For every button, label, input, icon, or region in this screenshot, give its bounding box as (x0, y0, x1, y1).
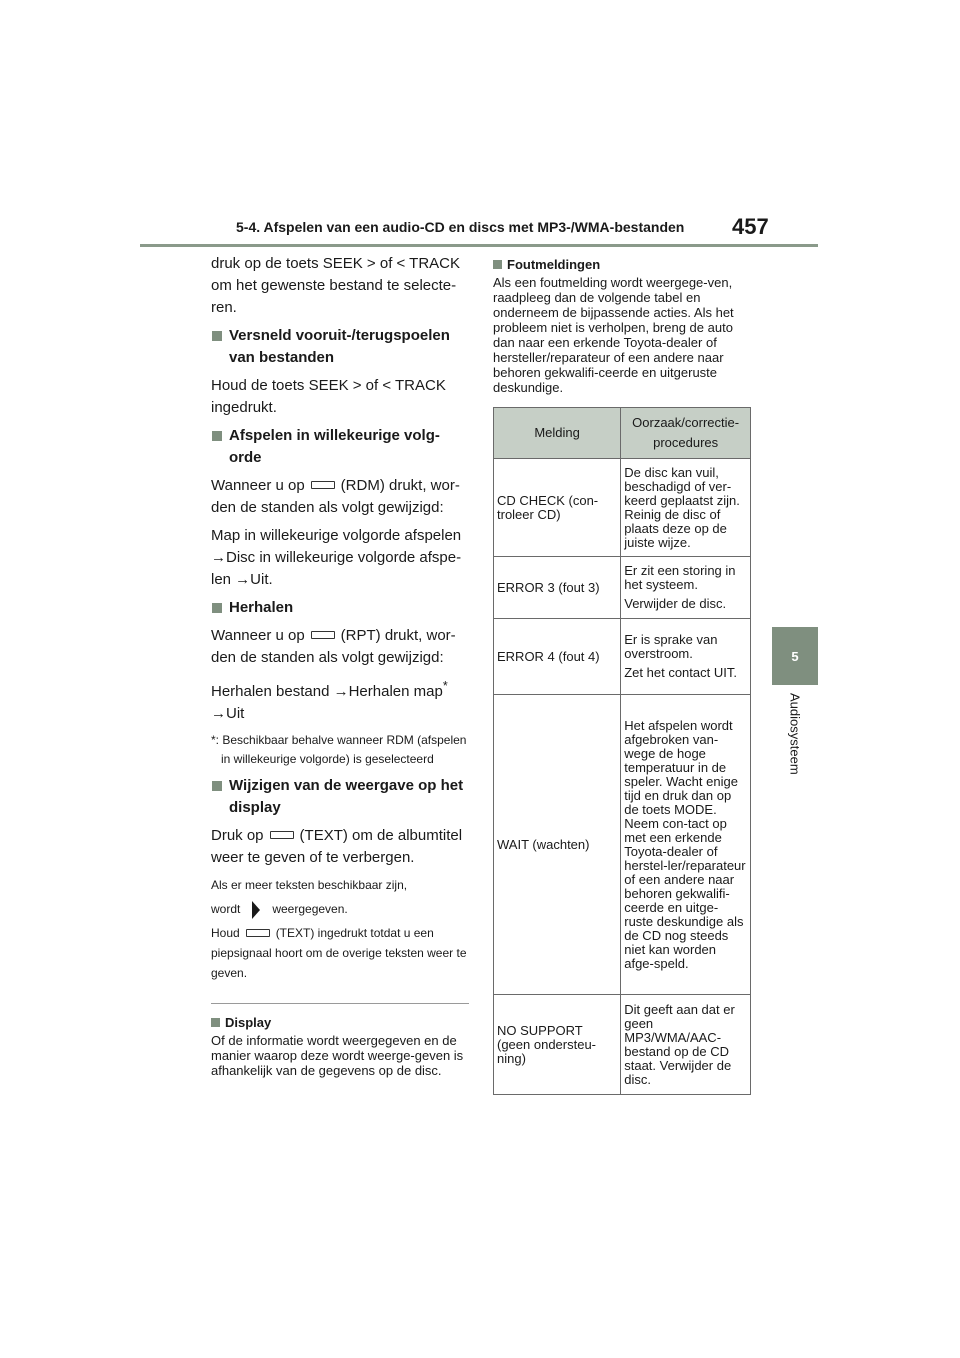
table-row (494, 695, 751, 995)
paragraph-random: Wanneer u op (RDM) drukt, wor-den de standen als volgt gewijzigd: (211, 477, 460, 516)
chapter-label (772, 693, 818, 793)
paragraph-random-sequence: Map in willekeurige volgorde afspelen →Disc in willekeurige volgorde afspe-len →Uit. (211, 527, 462, 588)
rpt-button-icon (311, 631, 335, 639)
left-column (211, 253, 469, 1078)
table-row (494, 619, 751, 695)
footnote-marker: * (442, 679, 448, 693)
table-row (494, 459, 751, 557)
cell-message: ERROR 3 (fout 3) (494, 557, 621, 619)
table-row (494, 995, 751, 1095)
note-more-text: Als er meer teksten beschikbaar zijn, (211, 878, 408, 892)
heading-repeat: Herhalen (211, 597, 469, 619)
chevron-right-icon (252, 901, 260, 919)
paragraph-error-messages: Als een foutmelding wordt weergege-ven, raadpleeg dan de volgende tabel en onderneem de bijpassende acties. Als het probleem niet is verholpen, breng de auto dan naar een erkende Toyota-dealer of hersteller/reparateur of een andere naar behoren gekwalifi-ceerde en uitgeruste deskundige. (493, 275, 734, 395)
paragraph-repeat-sequence: Herhalen bestand →Herhalen map* (211, 679, 448, 700)
cell-message: CD CHECK (con-troleer CD) (494, 459, 621, 557)
table-header-row (494, 408, 751, 459)
rdm-button-icon (311, 481, 335, 489)
section-divider (211, 1003, 469, 1004)
note-paragraph-display: Of de informatie wordt weergegeven en de manier waarop deze wordt weerge-geven is afhankelijk van de gegevens op de disc. (211, 1033, 464, 1078)
cell-cause: Er is sprake van overstroom. Zet het contact UIT. (621, 619, 751, 695)
cell-message: NO SUPPORT (geen ondersteu-ning) (494, 995, 621, 1095)
text-button-icon-2 (246, 929, 270, 937)
cell-cause: De disc kan vuil, beschadigd of ver-keerd geplaatst zijn. Reinig de disc of plaats deze op de juiste wijze. (621, 459, 751, 557)
heading-random: Afspelen in willekeurige volg-orde (211, 425, 469, 469)
page-number: 457 (732, 214, 769, 239)
intro-paragraph: druk op de toets SEEK > of < TRACK om het gewenste bestand te selecte-ren. (211, 255, 461, 316)
paragraph-fast-forward: Houd de toets SEEK > of < TRACK ingedrukt. (211, 377, 446, 416)
paragraph-display-change: Druk op (TEXT) om de albumtitel weer te geven of te verbergen. (211, 827, 463, 866)
chapter-number: 5 (791, 648, 799, 664)
cell-message: ERROR 4 (fout 4) (494, 619, 621, 695)
note-heading-display: Display (211, 1014, 469, 1031)
footnote: *: Beschikbaar behalve wanneer RDM (afspelen in willekeurige volgorde) is geselecteerd (211, 733, 467, 766)
text-button-icon (270, 831, 294, 839)
cell-cause: Dit geeft aan dat er geen MP3/WMA/AAC-bestand op de CD staat. Verwijder de disc. (621, 995, 751, 1095)
cell-cause: Er zit een storing in het systeem. Verwijder de disc. (621, 557, 751, 619)
header-divider (140, 244, 818, 247)
note-indicator: wordt weergegeven. (211, 899, 469, 919)
section-title: 5-4. Afspelen van een audio-CD en discs met MP3-/WMA-bestanden (236, 219, 685, 235)
error-table (493, 407, 751, 1095)
cell-message: WAIT (wachten) (494, 695, 621, 995)
table-row (494, 557, 751, 619)
column-header-message: Melding (494, 408, 621, 459)
heading-display-change: Wijzigen van de weergave op het display (211, 775, 469, 819)
paragraph-repeat: Wanneer u op (RPT) drukt, wor-den de standen als volgt gewijzigd: (211, 627, 456, 666)
chapter-label-text: Audiosysteem (787, 693, 803, 775)
column-header-cause: Oorzaak/correctie-procedures (621, 408, 751, 459)
heading-error-messages: Foutmeldingen (493, 256, 751, 273)
note-hold-text: Houd (TEXT) ingedrukt totdat u een piepsignaal hoort om de overige teksten weer te geven. (211, 926, 467, 980)
paragraph-repeat-off: →Uit (211, 705, 245, 722)
heading-fast-forward: Versneld vooruit-/terugspoelen van bestanden (211, 325, 469, 369)
right-column (493, 256, 751, 1095)
cell-cause: Het afspelen wordt afgebroken van-wege de hoge temperatuur in de speler. Wacht enige tijd en druk dan op de toets MODE. Neem con-tact op met een erkende Toyota-dealer of herstel-ler/reparateur of een andere naar behoren gekwalifi-ceerde en uitge-ruste deskundige als de CD nog steeds niet kan worden afge-speld. (621, 695, 751, 995)
chapter-tab (772, 627, 818, 685)
